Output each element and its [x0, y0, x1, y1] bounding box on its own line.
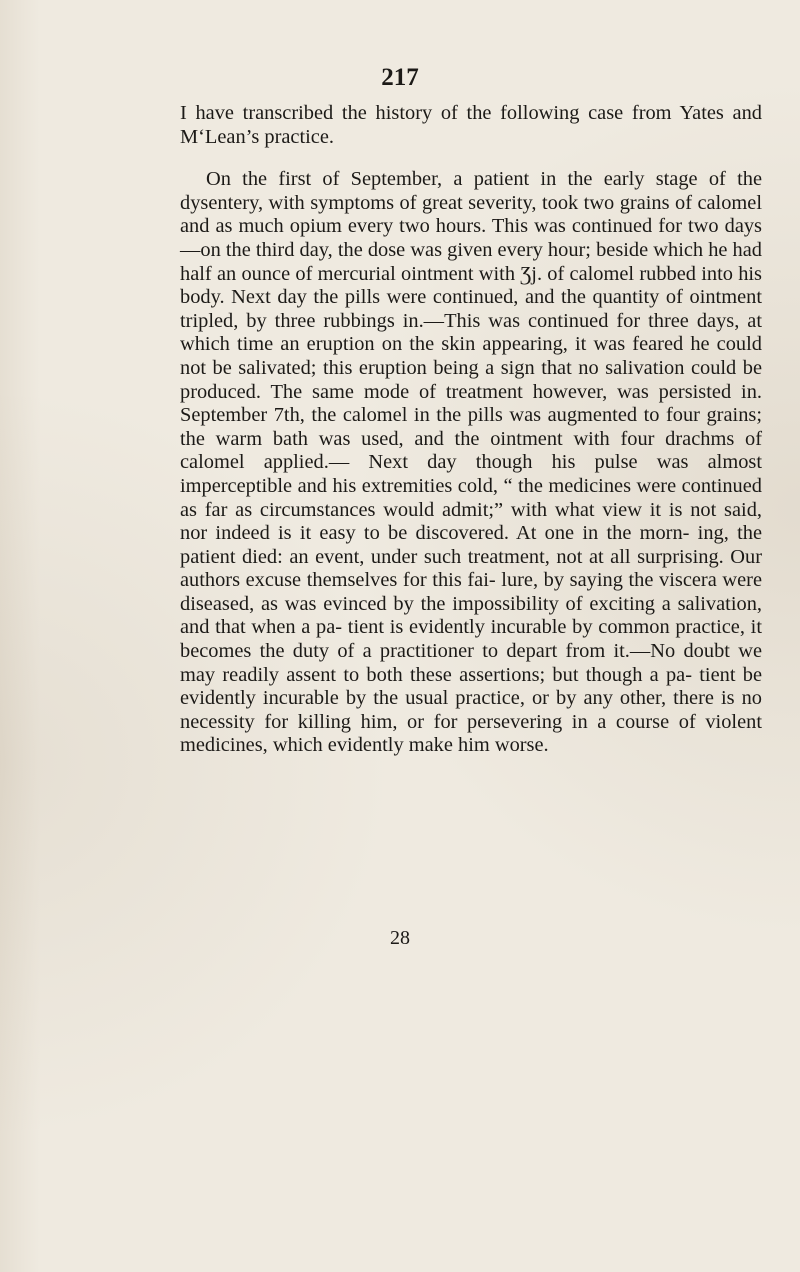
binding-shadow: [0, 0, 40, 1272]
intro-paragraph: I have transcribed the history of the following case from Yates and M‘Lean’s practice.: [180, 102, 762, 148]
case-history-paragraph: On the first of September, a patient in the early stage of the dysentery, with symptoms of great severity, took two grains of calomel and as much opium every two hours. This was continued for two days—on the third day, the dose was given every hour; beside which he had half an ounce of mercurial ointment with Ʒj. of calomel rubbed into his body. Next day the pills were continued, and the quantity of ointment tripled, by three rubbings in.—This was continued for three days, at which time an eruption on the skin appearing, it was feared he could not be salivated; this eruption being a sign that no salivation could be produced. The same mode of treatment however, was persisted in. September 7th, the calomel in the pills was augmented to four grains; the warm bath was used, and the ointment with four drachms of calomel applied.— Next day though his pulse was almost imperceptible and his extremities cold, “ the medicines were continued as far as circumstances would admit;” with what view it is not said, nor indeed is it easy to be discovered. At one in the morn- ing, the patient died: an event, under such treatment, not at all surprising. Our authors excuse themselves for this fai- lure, by saying the viscera were diseased, as was evinced by the impossibility of exciting a salivation, and that when a pa- tient is evidently incurable by common practice, it becomes the duty of a practitioner to depart from it.—No doubt we may readily assent to both these assertions; but though a pa- tient be evidently incurable by the usual practice, or by any other, there is no necessity for killing him, or for persevering in a course of violent medicines, which evidently make him worse.: [180, 168, 762, 757]
page-number: 217: [381, 64, 419, 91]
main-text: [180, 102, 762, 758]
signature-mark: 28: [390, 927, 410, 949]
